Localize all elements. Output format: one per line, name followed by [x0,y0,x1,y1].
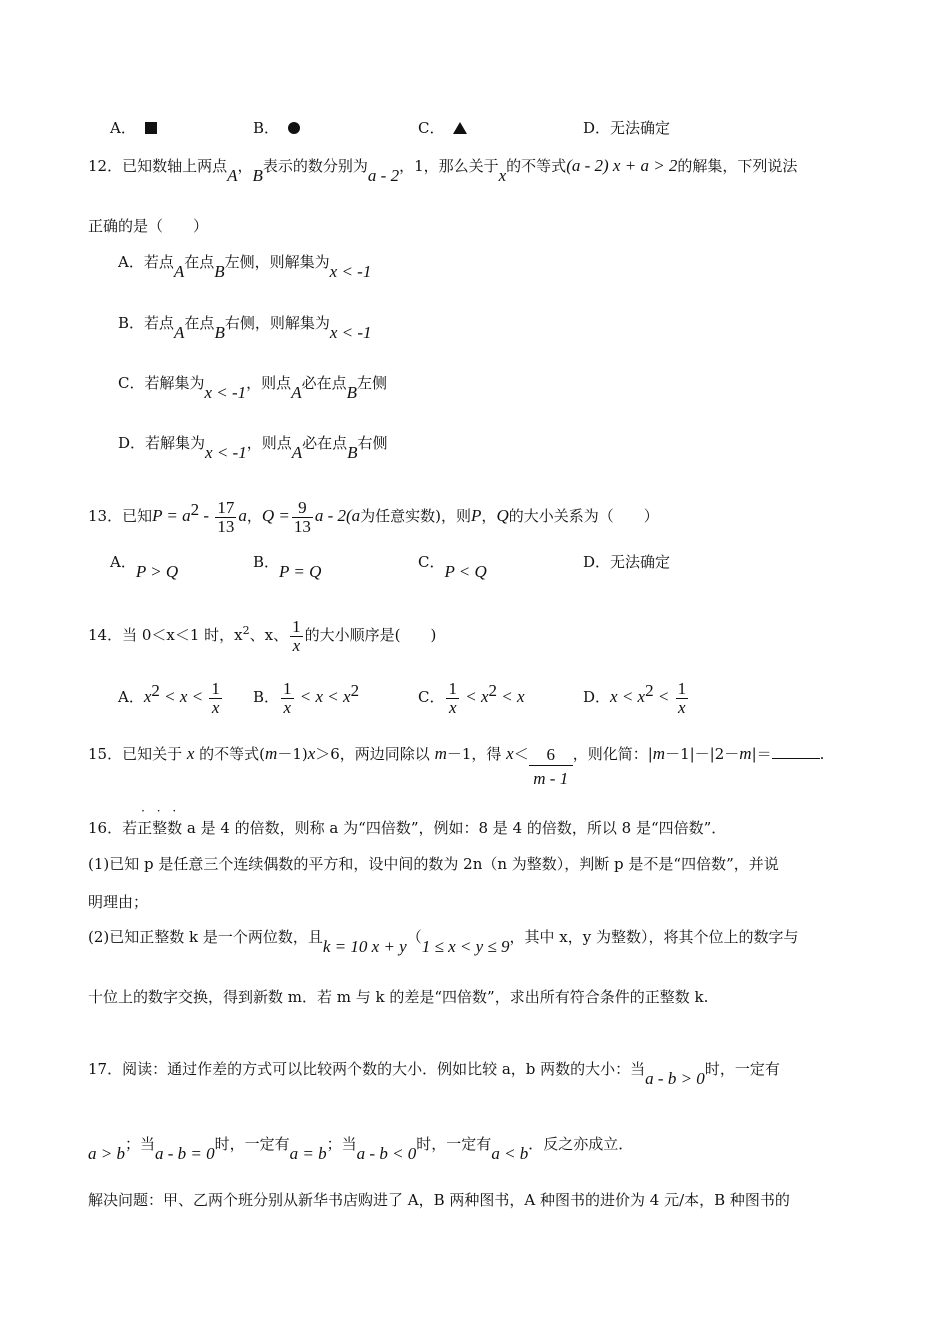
black-circle-icon [288,122,300,134]
expression: a - 2 [367,166,400,185]
fraction [209,680,222,717]
option-label: A． [110,119,136,137]
option-label: D． [583,119,611,137]
text: (2)已知正整数 k 是一个两位数，且 [88,928,323,946]
option-text: 无法确定 [610,553,671,571]
text: 左侧，则解集为 [224,253,330,271]
text: ；当 [124,1135,155,1153]
expression: Q = [261,506,290,525]
expression: a [238,506,247,525]
exponent: 2 [645,681,654,700]
option-expr: P < Q [444,562,487,581]
option-expr: P > Q [135,562,179,581]
text: 右侧，则解集为 [224,314,330,332]
expression: a > b [88,1144,125,1163]
q16-stem [88,818,726,838]
solution: x < -1 [204,383,247,402]
expr: < x [460,687,489,706]
denominator: m - 1 [533,769,569,788]
text: 在点 [184,253,215,271]
option-label: B． [253,553,280,571]
option-text: 无法确定 [610,119,671,137]
variable: m [652,744,666,763]
text: |＝ [751,745,772,763]
denominator: x [448,697,457,717]
text: 12．已知数轴上两点 [88,157,228,175]
text: 15．已知关于 [88,745,187,763]
option-label: B． [253,688,280,706]
q16-part1: (1)已知 p 是任意三个连续偶数的平方和，设中间的数为 2n（n 为整数），判断 p 是不是“四倍数”，并说 [88,855,779,873]
point: A [173,262,185,281]
q16-part2 [88,927,799,956]
variable: P [471,506,482,525]
denominator: x [678,697,686,717]
expr: < x < x [295,687,351,706]
q12-option-a [118,252,372,281]
expr: < x [497,687,525,706]
exponent: 2 [190,500,200,519]
text: 的不等式( [194,745,266,763]
option-label: C． [418,688,445,706]
point: A [291,443,303,462]
expr: < x < [159,687,208,706]
text: 的大小顺序是( ) [304,626,437,644]
q12-option-b [118,313,372,342]
expression: a - b = 0 [155,1144,215,1163]
exponent: 2 [242,624,250,637]
fraction [446,680,459,717]
expression: a = b [289,1144,327,1163]
q14-option-b [253,671,359,717]
text: 时，一定有 [416,1135,492,1153]
text: 的解集，下列说法 [677,157,798,175]
text: ；当 [326,1135,357,1153]
option-label: D． [583,553,611,571]
option-label: B．若点 [118,314,175,332]
denominator: 13 [217,516,235,536]
numerator: 9 [292,499,313,518]
exponent: 2 [350,681,360,700]
q16-part2-line2: 十位上的数字交换，得到新数 m．若 m 与 k 的差是“四倍数”，求出所有符合条件的正整数 k. [88,988,709,1006]
text: ，其中 x，y 为整数），将其个位上的数字与 [509,928,799,946]
option-label: C．若解集为 [118,374,205,392]
numerator: 1 [283,678,292,698]
text: ，则点 [246,434,292,452]
q17-stem [88,1059,780,1088]
option-label: A． [110,553,136,571]
denominator: x [283,697,292,717]
text: . [819,745,825,763]
variable: x [506,744,514,763]
q14-option-a [118,671,224,717]
variable: m [739,744,752,763]
text: ＜ [513,745,529,763]
text: ， [237,157,253,175]
variable: m [265,744,278,763]
denominator: x [211,697,220,717]
q12-stem-line2: 正确的是（ ） [88,217,209,235]
option-label: A． [118,688,144,706]
point-b: B [252,166,263,185]
text: －1，得 [446,745,507,763]
variable: Q [496,506,509,525]
text: 时，一定有 [214,1135,290,1153]
text: ， [481,507,497,525]
numerator: 1 [211,678,220,698]
fraction [676,680,689,717]
point: A [291,383,302,402]
expr: < [653,687,674,706]
text: 右侧 [357,434,388,452]
option-expr: P = Q [279,562,322,581]
q12-option-c [118,373,387,402]
fraction [529,745,573,788]
q16-part1-line2: 明理由； [88,893,149,911]
text: a 是 4 的倍数，则称 a 为“四倍数”，例如：8 是 4 的倍数，所以 8 是“四倍数”． [182,819,727,837]
option-label: C． [418,119,445,137]
exponent: 2 [151,681,160,700]
text: 的大小关系为（ ） [508,507,659,525]
q13-option-a [110,552,179,581]
q12-option-d [118,433,388,462]
point: A [174,323,185,342]
fraction [281,680,294,717]
black-triangle-icon [453,122,467,134]
q13-stem [88,490,659,536]
text: 13．已知 [88,507,153,525]
numerator: 1 [677,678,687,698]
text: 为任意实数)，则 [360,507,472,525]
q13-option-b [253,552,322,581]
numerator: 1 [448,678,457,698]
text: ，则点 [246,374,292,392]
expression: k = 10 x + y [322,937,407,956]
q13-option-c [418,552,487,581]
point: B [346,383,357,402]
q14-option-c [418,671,525,717]
text: ， [246,507,262,525]
exponent: 2 [488,681,498,700]
q17-stem-line2 [88,1134,634,1163]
point: B [214,323,225,342]
text: ，1，那么关于 [399,157,499,175]
expression: a < b [491,1144,529,1163]
text: 16．若 [88,819,138,837]
q15-stem [88,744,825,788]
text: 必在点 [301,374,347,392]
q11-option-b [253,118,300,138]
variable: x [307,744,316,763]
expression: a - 2(a [314,506,361,525]
expr: x < x [610,687,646,706]
fraction [215,499,236,536]
fraction [290,618,303,655]
expression: 1 ≤ x < y ≤ 9 [421,937,510,956]
fraction [292,499,313,536]
text: ，则化简：| [572,745,653,763]
text: －1) [277,745,308,763]
option-label: B． [253,119,280,137]
numerator: 6 [529,745,573,766]
expr: x [143,687,152,706]
point: B [347,443,358,462]
expression: P = a [152,506,191,525]
option-label: C． [418,553,445,571]
text: （ [406,928,422,946]
variable-x: x [498,166,507,185]
q14-option-d [583,671,690,717]
text: 的不等式 [506,157,567,175]
variable: m [434,744,447,763]
variable: x [186,744,195,763]
denominator: x [292,635,301,655]
point-a: A [227,166,238,185]
q11-option-c [418,118,467,138]
black-square-icon [145,122,157,134]
point: B [214,262,225,281]
text: 时，一定有 [704,1060,780,1078]
numerator: 1 [292,616,301,636]
text: ．反之亦成立． [528,1135,634,1153]
text: 左侧 [356,374,387,392]
text: －1|－|2－ [665,745,740,763]
denominator: 13 [293,516,311,536]
text: 表示的数分别为 [262,157,368,175]
option-label: D．若解集为 [118,434,206,452]
text: 14．当 0＜x＜1 时，x [88,626,243,644]
q17-problem: 解决问题：甲、乙两个班分别从新华书店购进了 A，B 两种图书，A 种图书的进价为 4 元/本，B 种图书的 [88,1191,790,1209]
q12-stem [88,156,798,185]
expression: a - b < 0 [356,1144,417,1163]
text: 17．阅读：通过作差的方式可以比较两个数的大小．例如比较 a，b 两数的大小：当 [88,1060,646,1078]
q13-option-d [583,552,670,572]
expression: a - b > 0 [645,1069,705,1088]
solution: x < -1 [329,323,372,342]
solution: x < -1 [205,443,247,462]
numerator: 17 [217,497,235,517]
q11-option-d [583,118,670,138]
text: ＞6，两边同除以 [315,745,435,763]
operator: - [199,506,214,525]
emphasis-text: · · · 正整数 [137,819,182,837]
solution: x < -1 [329,262,372,281]
option-label: A．若点 [118,253,174,271]
q14-stem [88,611,436,655]
text: 必在点 [302,434,348,452]
option-label: D． [583,688,611,706]
text: 、x、 [249,626,289,644]
inequality: (a - 2) x + a > 2 [566,156,678,175]
q11-option-a [110,118,157,138]
answer-blank[interactable] [772,744,820,759]
text: 在点 [184,314,215,332]
